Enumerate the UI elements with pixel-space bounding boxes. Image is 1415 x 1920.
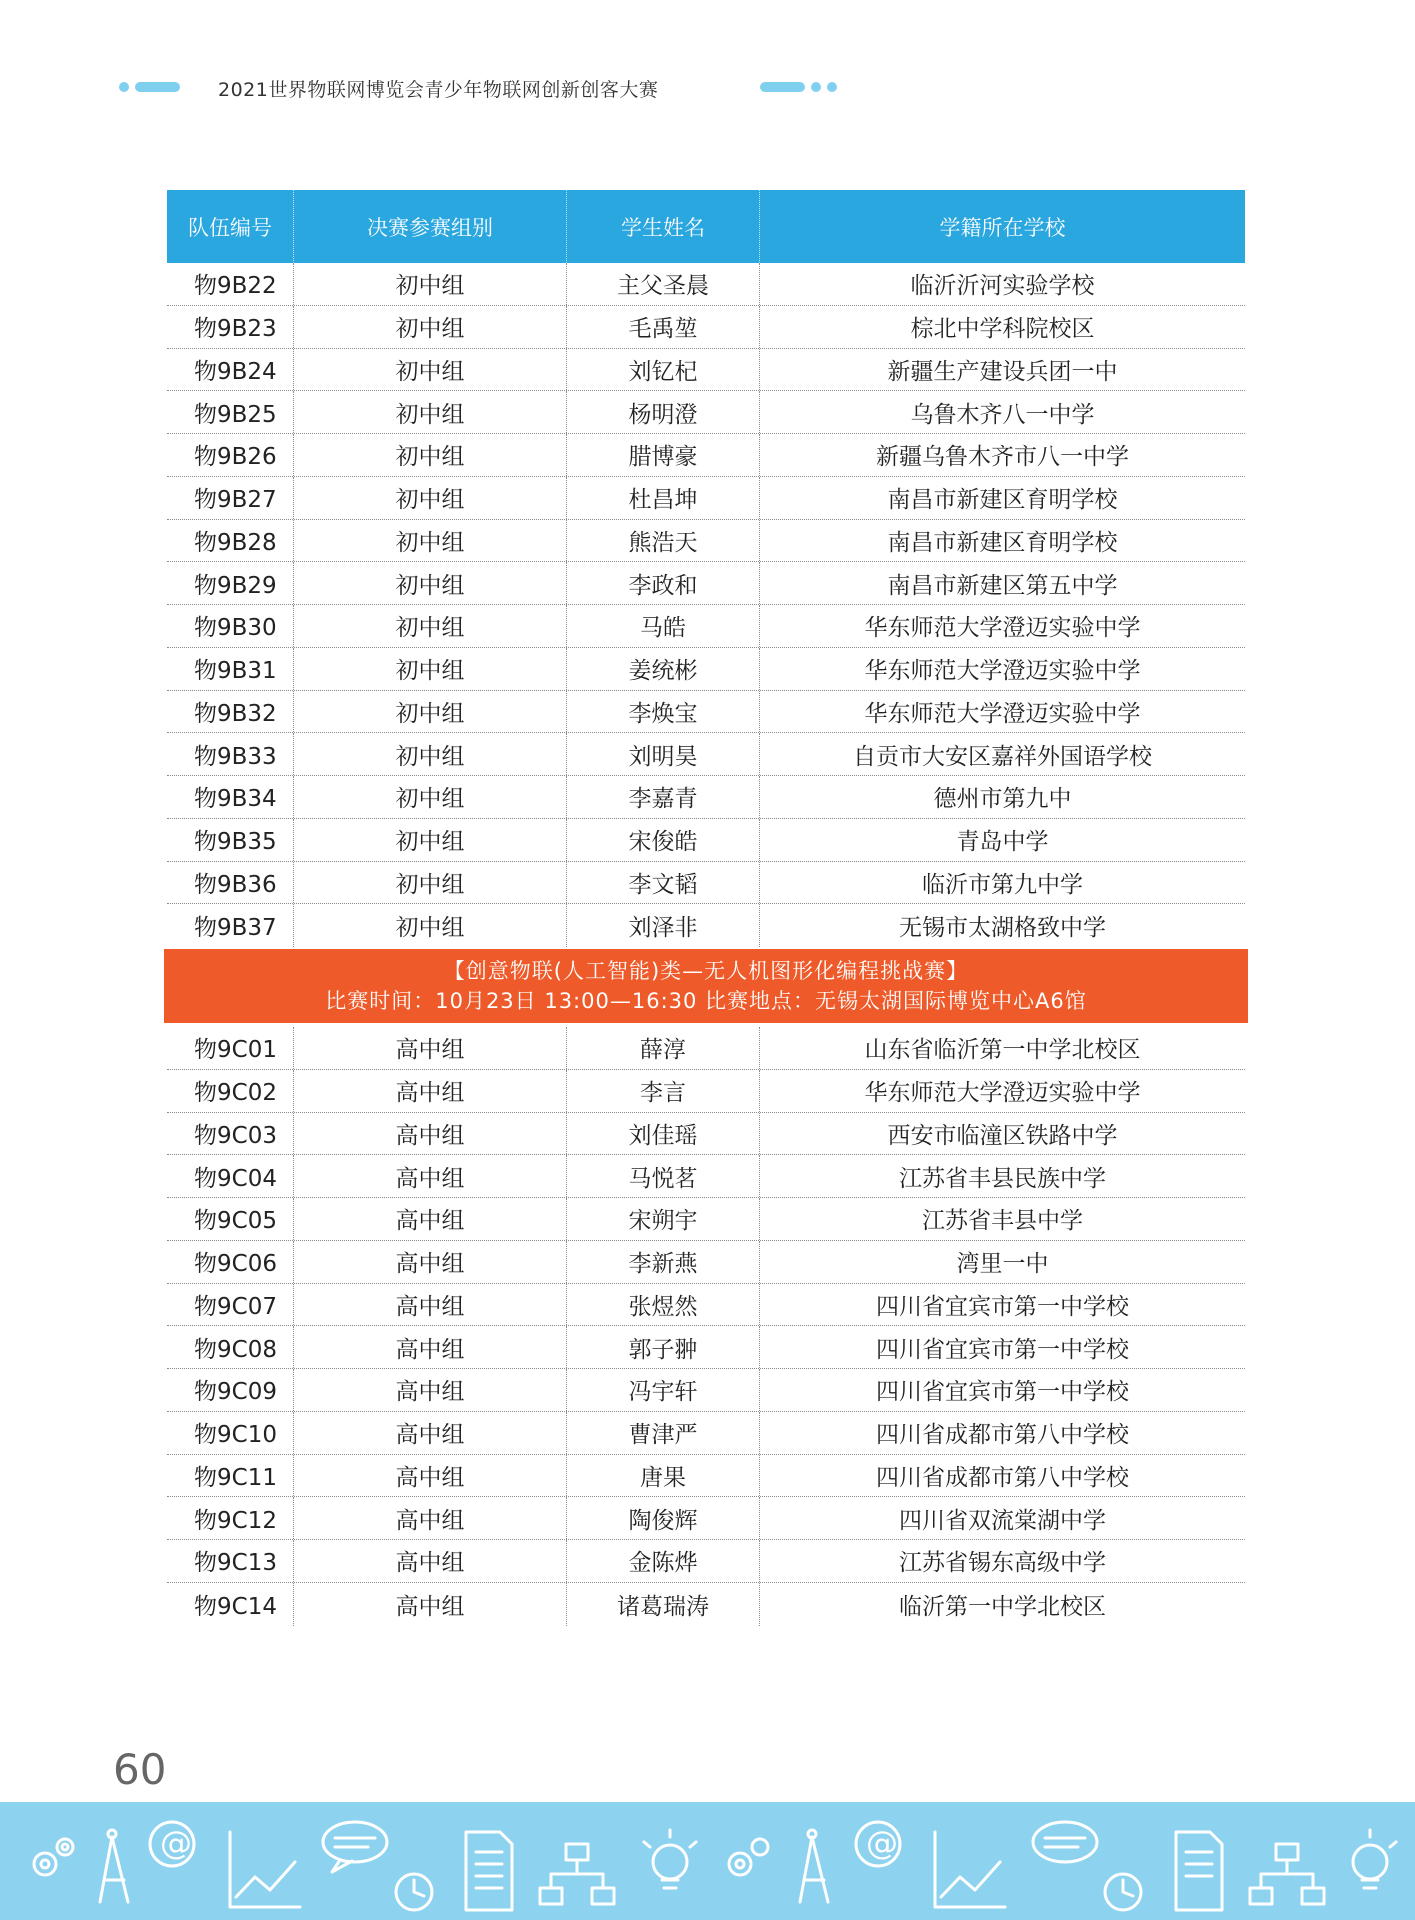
group-cell: 高中组 (294, 1241, 567, 1283)
student-name-cell: 马悦茗 (567, 1155, 760, 1197)
student-name-cell: 刘钇杞 (567, 349, 760, 391)
table-row (167, 1455, 1245, 1498)
school-cell: 南昌市新建区育明学校 (887, 529, 1118, 556)
team-id-cell: 物9C11 (167, 1455, 294, 1497)
student-name-cell: 杨明澄 (567, 391, 760, 433)
at-sign-icon-2 (856, 1822, 900, 1866)
team-id-cell: 物9B23 (167, 306, 294, 348)
school-cell: 棕北中学科院校区 (910, 316, 1095, 343)
group-cell: 高中组 (294, 1198, 567, 1240)
student-name-cell: 金陈烨 (567, 1540, 760, 1582)
school-cell: 德州市第九中 (933, 786, 1072, 813)
header-dot-right-1 (811, 82, 821, 92)
group-cell: 高中组 (294, 1369, 567, 1411)
col-group: 决赛参赛组别 (294, 190, 567, 263)
group-cell: 初中组 (294, 648, 567, 690)
team-id-cell: 物9C03 (167, 1113, 294, 1155)
header-dot-right-2 (827, 82, 837, 92)
table-row (167, 263, 1245, 306)
school-cell: 华东师范大学澄迈实验中学 (864, 1080, 1141, 1107)
team-id-cell: 物9B34 (167, 776, 294, 818)
table-row (167, 1412, 1245, 1455)
team-id-cell: 物9C10 (167, 1412, 294, 1454)
student-name-cell: 诸葛瑞涛 (567, 1583, 760, 1626)
student-name-cell: 冯宇轩 (567, 1369, 760, 1411)
team-id-cell: 物9C01 (167, 1027, 294, 1069)
table-row (167, 477, 1245, 520)
student-name-cell: 刘泽非 (567, 904, 760, 947)
student-name-cell: 李文韬 (567, 862, 760, 904)
student-name-cell: 李焕宝 (567, 691, 760, 733)
category-banner (164, 949, 1248, 1023)
school-cell: 四川省成都市第八中学校 (876, 1422, 1129, 1449)
col-student: 学生姓名 (567, 190, 760, 263)
line-chart-icon-2 (935, 1832, 1005, 1907)
group-cell: 高中组 (294, 1113, 567, 1155)
team-id-cell: 物9C02 (167, 1070, 294, 1112)
table-row (167, 648, 1245, 691)
school-cell: 新疆生产建设兵团一中 (887, 358, 1118, 385)
team-id-cell: 物9C06 (167, 1241, 294, 1283)
table-row (167, 1497, 1245, 1540)
school-cell: 华东师范大学澄迈实验中学 (864, 700, 1141, 727)
student-name-cell: 杜昌坤 (567, 477, 760, 519)
header-bar-right (760, 82, 805, 92)
group-cell: 初中组 (294, 434, 567, 476)
table-row (167, 1070, 1245, 1113)
team-id-cell: 物9C07 (167, 1284, 294, 1326)
student-name-cell: 郭子翀 (567, 1326, 760, 1368)
student-name-cell: 陶俊辉 (567, 1497, 760, 1539)
student-name-cell: 毛禹堃 (567, 306, 760, 348)
team-id-cell: 物9B37 (167, 904, 294, 947)
team-id-cell: 物9B33 (167, 733, 294, 775)
table-row (167, 1027, 1245, 1070)
table-row (167, 1284, 1245, 1327)
student-name-cell: 宋朔宇 (567, 1198, 760, 1240)
group-cell: 高中组 (294, 1412, 567, 1454)
gear-icon-2 (729, 1839, 768, 1875)
group-cell: 初中组 (294, 306, 567, 348)
school-cell: 四川省成都市第八中学校 (876, 1464, 1129, 1491)
student-name-cell: 熊浩天 (567, 520, 760, 562)
student-name-cell: 薛淳 (567, 1027, 760, 1069)
flowchart-icon-2 (1250, 1844, 1324, 1904)
table-row (167, 520, 1245, 563)
team-id-cell: 物9B27 (167, 477, 294, 519)
col-school: 学籍所在学校 (939, 215, 1066, 240)
group-cell: 高中组 (294, 1540, 567, 1582)
school-cell: 自贡市大安区嘉祥外国语学校 (853, 743, 1152, 770)
group-cell: 高中组 (294, 1497, 567, 1539)
table-row (167, 776, 1245, 819)
team-id-cell: 物9B22 (167, 263, 294, 305)
student-name-cell: 主父圣晨 (567, 263, 760, 305)
table-row (167, 434, 1245, 477)
table-row (167, 691, 1245, 734)
school-cell: 华东师范大学澄迈实验中学 (864, 658, 1141, 685)
group-cell: 初中组 (294, 862, 567, 904)
team-id-cell: 物9B31 (167, 648, 294, 690)
group-cell: 初中组 (294, 819, 567, 861)
school-cell: 乌鲁木齐八一中学 (910, 401, 1095, 428)
team-id-cell: 物9C05 (167, 1198, 294, 1240)
speech-bubble-icon-2 (1033, 1822, 1097, 1862)
group-cell: 初中组 (294, 904, 567, 947)
page-header (0, 75, 1415, 99)
team-id-cell: 物9C13 (167, 1540, 294, 1582)
svg-text:@: @ (160, 1824, 192, 1862)
group-cell: 初中组 (294, 776, 567, 818)
group-cell: 高中组 (294, 1326, 567, 1368)
student-name-cell: 李言 (567, 1070, 760, 1112)
group-cell: 初中组 (294, 733, 567, 775)
table-row (167, 391, 1245, 434)
team-id-cell: 物9B25 (167, 391, 294, 433)
school-cell: 江苏省丰县中学 (922, 1208, 1083, 1235)
school-cell: 四川省双流棠湖中学 (899, 1507, 1106, 1534)
school-cell: 无锡市太湖格致中学 (899, 915, 1106, 942)
student-name-cell: 马皓 (567, 605, 760, 647)
team-id-cell: 物9B32 (167, 691, 294, 733)
school-cell: 四川省宜宾市第一中学校 (876, 1379, 1129, 1406)
school-cell: 西安市临潼区铁路中学 (887, 1122, 1118, 1149)
table-row (167, 733, 1245, 776)
table-row (167, 1241, 1245, 1284)
table-row (167, 562, 1245, 605)
school-cell: 江苏省锡东高级中学 (899, 1550, 1106, 1577)
header-bar-left (135, 82, 180, 92)
banner-time-location: 比赛时间：10月23日 13:00—16:30 比赛地点：无锡太湖国际博览中心A6馆 (325, 989, 1087, 1013)
school-cell: 新疆乌鲁木齐市八一中学 (876, 444, 1129, 471)
rows-senior (167, 1027, 1245, 1626)
table-row (167, 349, 1245, 392)
school-cell: 华东师范大学澄迈实验中学 (864, 615, 1141, 642)
student-name-cell: 刘明昊 (567, 733, 760, 775)
page-number: 60 (113, 1745, 167, 1794)
compass-icon (100, 1830, 128, 1902)
school-cell: 青岛中学 (956, 829, 1049, 856)
compass-icon-2 (800, 1830, 828, 1902)
svg-text:@: @ (866, 1824, 898, 1862)
lightbulb-icon-2 (1353, 1830, 1396, 1888)
group-cell: 初中组 (294, 562, 567, 604)
table-row (167, 819, 1245, 862)
footer-doodles (0, 1802, 1415, 1920)
group-cell: 初中组 (294, 263, 567, 305)
speech-bubble-icon (323, 1822, 387, 1872)
student-name-cell: 张煜然 (567, 1284, 760, 1326)
rows-junior (167, 263, 1245, 947)
clock-icon-2 (1105, 1874, 1141, 1910)
table-row (167, 1583, 1245, 1626)
student-name-cell: 李新燕 (567, 1241, 760, 1283)
footer-band (0, 1802, 1415, 1920)
table-row (167, 306, 1245, 349)
team-id-cell: 物9B24 (167, 349, 294, 391)
group-cell: 初中组 (294, 391, 567, 433)
at-sign-icon (150, 1822, 194, 1866)
team-id-cell: 物9B26 (167, 434, 294, 476)
student-name-cell: 李政和 (567, 562, 760, 604)
team-id-cell: 物9B30 (167, 605, 294, 647)
table-header (167, 190, 1245, 263)
team-id-cell: 物9C08 (167, 1326, 294, 1368)
team-id-cell: 物9C04 (167, 1155, 294, 1197)
student-name-cell: 宋俊皓 (567, 819, 760, 861)
team-id-cell: 物9B29 (167, 562, 294, 604)
table-row (167, 1198, 1245, 1241)
group-cell: 初中组 (294, 477, 567, 519)
group-cell: 高中组 (294, 1155, 567, 1197)
table-row (167, 1155, 1245, 1198)
group-cell: 高中组 (294, 1583, 567, 1626)
school-cell: 南昌市新建区育明学校 (887, 487, 1118, 514)
school-cell: 临沂沂河实验学校 (910, 273, 1095, 300)
group-cell: 高中组 (294, 1027, 567, 1069)
table-row (167, 904, 1245, 947)
school-cell: 四川省宜宾市第一中学校 (876, 1293, 1129, 1320)
group-cell: 初中组 (294, 605, 567, 647)
team-id-cell: 物9C12 (167, 1497, 294, 1539)
school-cell: 临沂第一中学北校区 (899, 1593, 1106, 1620)
group-cell: 高中组 (294, 1455, 567, 1497)
student-name-cell: 唐果 (567, 1455, 760, 1497)
clock-icon (396, 1874, 432, 1910)
banner-title: 【创意物联(人工智能)类—无人机图形化编程挑战赛】 (443, 959, 969, 983)
school-cell: 山东省临沂第一中学北校区 (864, 1037, 1141, 1064)
school-cell: 四川省宜宾市第一中学校 (876, 1336, 1129, 1363)
team-id-cell: 物9C14 (167, 1583, 294, 1626)
lightbulb-icon (644, 1830, 696, 1888)
team-id-cell: 物9B36 (167, 862, 294, 904)
group-cell: 初中组 (294, 349, 567, 391)
team-id-cell: 物9C09 (167, 1369, 294, 1411)
col-team-id: 队伍编号 (167, 190, 294, 263)
header-dot-left (119, 82, 129, 92)
document-icon-2 (1176, 1832, 1222, 1910)
table-row (167, 862, 1245, 905)
table-row (167, 1326, 1245, 1369)
student-name-cell: 刘佳瑶 (567, 1113, 760, 1155)
group-cell: 初中组 (294, 691, 567, 733)
table-row (167, 1369, 1245, 1412)
team-id-cell: 物9B28 (167, 520, 294, 562)
table-row (167, 605, 1245, 648)
student-name-cell: 腊博豪 (567, 434, 760, 476)
school-cell: 南昌市新建区第五中学 (887, 572, 1118, 599)
flowchart-icon (540, 1844, 614, 1904)
group-cell: 初中组 (294, 520, 567, 562)
school-cell: 江苏省丰县民族中学 (899, 1165, 1106, 1192)
student-name-cell: 姜统彬 (567, 648, 760, 690)
team-id-cell: 物9B35 (167, 819, 294, 861)
student-name-cell: 李嘉青 (567, 776, 760, 818)
table-row (167, 1540, 1245, 1583)
team-table (167, 190, 1245, 1626)
school-cell: 临沂市第九中学 (922, 871, 1083, 898)
student-name-cell: 曹津严 (567, 1412, 760, 1454)
group-cell: 高中组 (294, 1070, 567, 1112)
group-cell: 高中组 (294, 1284, 567, 1326)
header-title: 2021世界物联网博览会青少年物联网创新创客大赛 (218, 79, 659, 101)
table-row (167, 1113, 1245, 1156)
gear-icon (34, 1839, 73, 1875)
line-chart-icon (230, 1832, 300, 1907)
document-icon (466, 1832, 512, 1910)
school-cell: 湾里一中 (956, 1251, 1049, 1278)
